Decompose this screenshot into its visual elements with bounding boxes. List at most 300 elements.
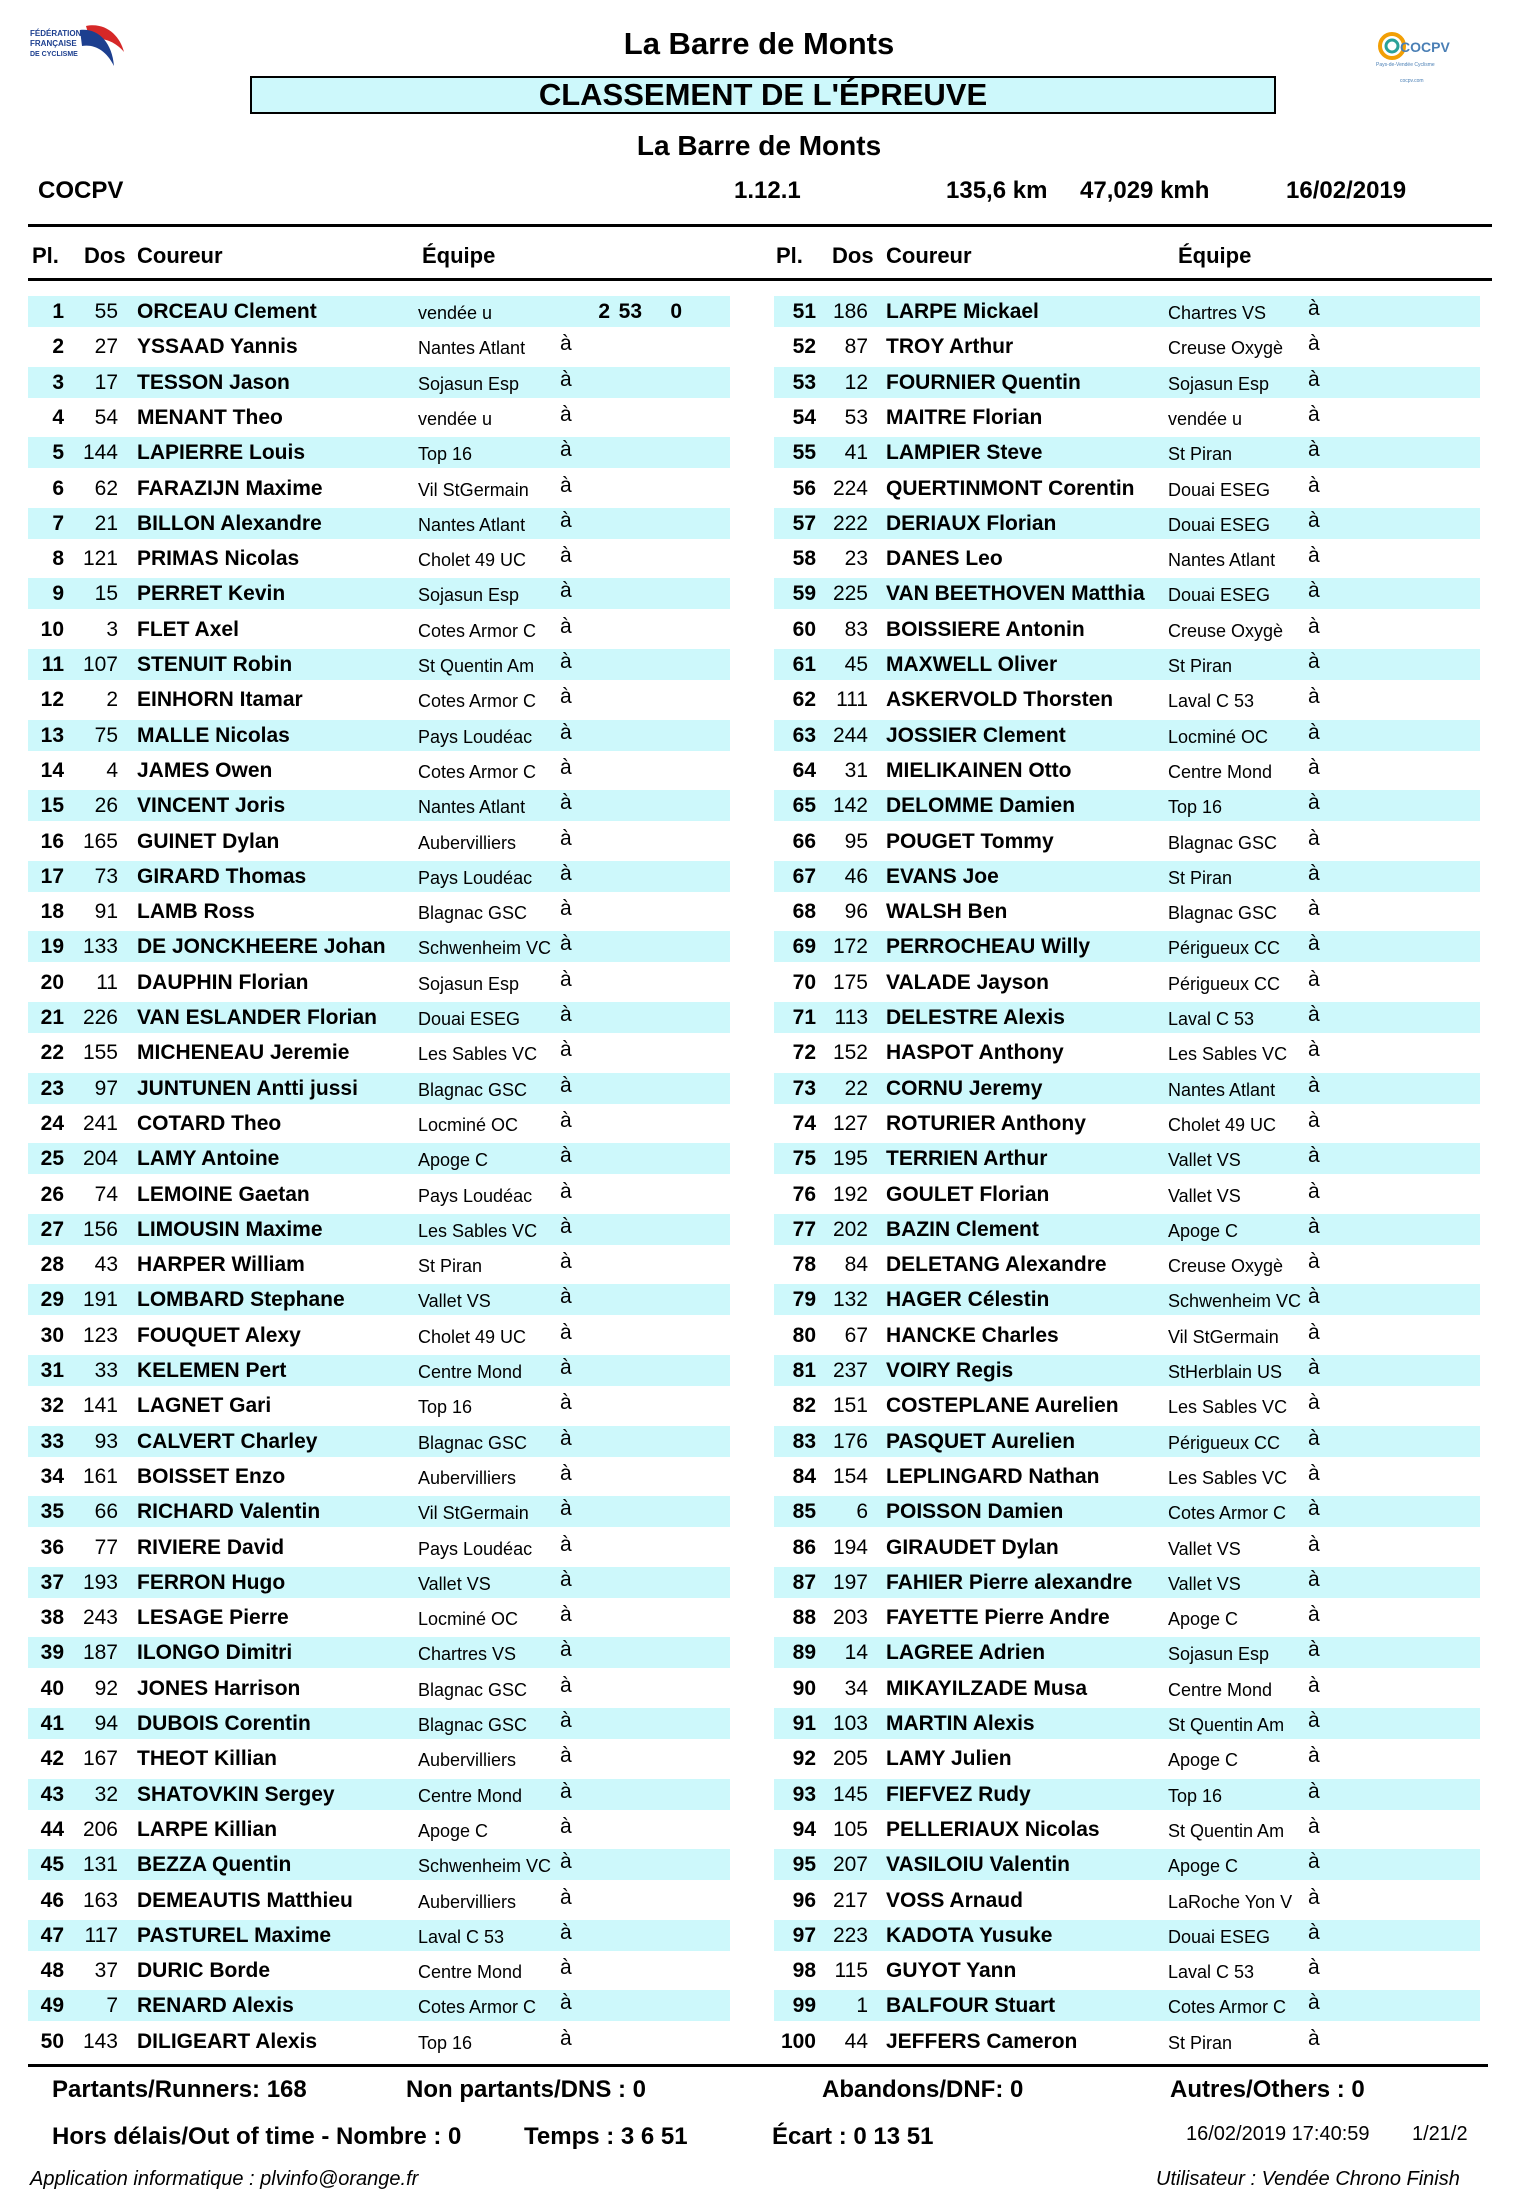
rider-bib: 176	[832, 1429, 868, 1453]
table-row	[28, 1496, 730, 1527]
rider-bib: 84	[844, 1253, 868, 1277]
table-row	[774, 1214, 1480, 1245]
race-date: 16/02/2019	[1286, 177, 1407, 204]
cocpv-logo-text: COCPV	[1400, 39, 1450, 55]
classement-title: CLASSEMENT DE L'ÉPREUVE	[250, 76, 1276, 114]
same-time-mark: à	[560, 1073, 572, 1097]
table-row	[774, 790, 1480, 821]
rider-name: LAGNET Gari	[137, 1394, 272, 1418]
rider-team: vendée u	[418, 303, 493, 323]
rider-place: 12	[40, 688, 64, 712]
table-row	[28, 543, 730, 574]
rider-bib: 31	[844, 758, 868, 782]
rider-bib: 75	[94, 723, 118, 747]
rider-bib: 94	[94, 1712, 118, 1735]
rider-team: Vallet VS	[418, 1573, 491, 1594]
rider-team: Vil StGermain	[418, 1503, 529, 1524]
table-row	[774, 1179, 1480, 1210]
rider-place: 83	[792, 1429, 816, 1453]
table-row	[28, 1532, 730, 1563]
rider-bib: 32	[94, 1782, 118, 1806]
rider-name: BOISSIERE Antonin	[886, 617, 1085, 641]
rider-team: Nantes Atlant	[418, 797, 526, 818]
rider-name: LEMOINE Gaetan	[137, 1182, 310, 1206]
rider-team: Cotes Armor C	[418, 691, 537, 712]
rider-bib: 222	[832, 511, 868, 535]
rider-bib: 123	[82, 1323, 118, 1347]
same-time-mark: à	[560, 438, 572, 462]
table-row	[774, 1002, 1480, 1033]
table-row	[28, 1002, 730, 1033]
rider-name: RICHARD Valentin	[137, 1500, 321, 1524]
same-time-mark: à	[560, 685, 572, 709]
rider-name: PELLERIAUX Nicolas	[886, 1817, 1100, 1841]
rider-team: Cotes Armor C	[1168, 1503, 1287, 1524]
col-equipe-left: Équipe	[422, 243, 496, 268]
rider-name: LAGREE Adrien	[886, 1641, 1046, 1665]
rider-place: 59	[792, 582, 816, 606]
rider-bib: 202	[832, 1217, 868, 1241]
same-time-mark: à	[560, 402, 572, 426]
rider-place: 48	[40, 1959, 64, 1983]
rider-team: Sojasun Esp	[1168, 1644, 1270, 1665]
col-dos-right: Dos	[832, 243, 874, 268]
rider-place: 4	[52, 405, 64, 429]
rider-place: 75	[792, 1147, 816, 1171]
same-time-mark: à	[1308, 473, 1320, 497]
rider-team: Douai ESEG	[1168, 1926, 1271, 1947]
rider-name: FOURNIER Quentin	[886, 370, 1081, 394]
dnf-count: Abandons/DNF: 0	[822, 2076, 1024, 2103]
rider-name: PRIMAS Nicolas	[137, 547, 300, 571]
rider-name: RIVIERE David	[137, 1535, 285, 1559]
col-equipe-right: Équipe	[1178, 243, 1252, 268]
user-credit: Utilisateur : Vendée Chrono Finish	[1156, 2168, 1460, 2190]
rider-team: St Quentin Am	[1168, 1715, 1285, 1735]
rider-team: Les Sables VC	[1168, 1397, 1288, 1418]
rider-bib: 6	[856, 1500, 868, 1524]
same-time-mark: à	[560, 1850, 572, 1874]
rider-bib: 67	[844, 1323, 868, 1347]
same-time-mark: à	[1308, 1144, 1320, 1168]
rider-bib: 45	[844, 653, 868, 676]
table-row	[774, 1496, 1480, 1527]
rider-bib: 92	[94, 1676, 118, 1700]
same-time-mark: à	[560, 1603, 572, 1627]
table-row	[28, 1849, 730, 1880]
rider-place: 9	[52, 582, 64, 606]
table-row	[774, 2026, 1480, 2057]
same-time-mark: à	[560, 1144, 572, 1168]
rider-team: Apoge C	[1168, 1750, 1239, 1771]
rider-bib: 74	[94, 1182, 118, 1206]
rider-bib: 141	[82, 1394, 118, 1418]
table-row	[774, 720, 1480, 751]
rider-team: Douai ESEG	[1168, 585, 1271, 606]
rider-bib: 15	[94, 582, 118, 606]
rider-place: 5	[52, 441, 64, 465]
rider-team: Cotes Armor C	[1168, 1997, 1287, 2018]
rider-team: Apoge C	[1168, 1220, 1239, 1241]
rider-place: 64	[792, 758, 816, 782]
rider-place: 46	[40, 1888, 64, 1912]
same-time-mark: à	[560, 1426, 572, 1450]
rider-place: 25	[40, 1147, 64, 1171]
rider-place: 3	[52, 370, 64, 394]
same-time-mark: à	[1308, 1426, 1320, 1450]
rider-place: 72	[792, 1041, 816, 1065]
rider-place: 87	[792, 1570, 816, 1594]
rider-team: Blagnac GSC	[418, 1432, 528, 1453]
rider-bib: 226	[82, 1006, 118, 1029]
rider-name: BEZZA Quentin	[137, 1853, 292, 1877]
same-time-mark: à	[1308, 438, 1320, 462]
rider-place: 7	[52, 511, 64, 535]
rider-bib: 14	[844, 1641, 868, 1665]
table-row	[774, 1426, 1480, 1457]
table-row	[28, 755, 730, 786]
rider-bib: 33	[94, 1359, 118, 1382]
rider-name: THEOT Killian	[137, 1747, 278, 1771]
ffc-logo-text-3: DE CYCLISME	[30, 51, 78, 58]
rider-name: PERRET Kevin	[137, 582, 286, 606]
same-time-mark: à	[1308, 614, 1320, 638]
rider-bib: 121	[82, 547, 118, 571]
rider-name: JEFFERS Cameron	[886, 2029, 1078, 2053]
table-row	[28, 967, 730, 998]
rider-team: Cotes Armor C	[418, 761, 537, 782]
rider-place: 13	[40, 723, 64, 747]
rider-place: 17	[40, 864, 64, 888]
same-time-mark: à	[1308, 579, 1320, 603]
table-row	[28, 826, 730, 857]
table-row	[28, 402, 730, 433]
same-time-mark: à	[1308, 1991, 1320, 2015]
rider-bib: 161	[82, 1464, 118, 1488]
rider-place: 86	[792, 1535, 816, 1559]
rider-bib: 66	[94, 1500, 118, 1524]
same-time-mark: à	[560, 1920, 572, 1944]
rider-place: 63	[792, 723, 816, 747]
table-row	[28, 1602, 730, 1633]
rider-name: ILONGO Dimitri	[137, 1641, 293, 1665]
table-row	[28, 296, 730, 327]
rider-bib: 224	[832, 476, 868, 500]
rider-bib: 95	[844, 829, 868, 853]
table-row	[28, 1073, 730, 1104]
rider-place: 45	[40, 1853, 64, 1877]
rider-name: EINHORN Itamar	[137, 688, 303, 712]
rider-team: Nantes Atlant	[1168, 1079, 1276, 1100]
rider-team: Aubervilliers	[418, 1750, 517, 1771]
rider-name: LARPE Killian	[137, 1817, 278, 1841]
table-row	[774, 1779, 1480, 1810]
table-row	[774, 508, 1480, 539]
table-row	[28, 1108, 730, 1139]
table-row	[28, 861, 730, 892]
rider-bib: 55	[94, 300, 118, 323]
same-time-mark: à	[560, 1567, 572, 1591]
rider-name: DILIGEART Alexis	[137, 2029, 318, 2053]
rider-team: Nantes Atlant	[418, 514, 526, 535]
rider-bib: 97	[94, 1076, 118, 1100]
rider-team: Pays Loudéac	[418, 1185, 533, 1206]
cocpv-logo-url: cocpv.com	[1400, 78, 1424, 84]
same-time-mark: à	[560, 932, 572, 956]
table-row	[774, 931, 1480, 962]
rider-bib: 23	[844, 547, 868, 571]
rider-name: DELETANG Alexandre	[886, 1253, 1107, 1277]
rider-team: Blagnac GSC	[418, 1679, 528, 1700]
rider-name: DANES Leo	[886, 547, 1003, 571]
table-row	[28, 790, 730, 821]
table-row	[28, 931, 730, 962]
winner-time: Temps : 3 6 51	[524, 2123, 688, 2150]
rider-bib: 96	[844, 900, 868, 924]
rider-bib: 165	[82, 829, 118, 853]
organizer: COCPV	[38, 177, 124, 204]
rider-place: 52	[792, 335, 816, 359]
rider-bib: 155	[82, 1041, 118, 1065]
dns-count: Non partants/DNS : 0	[406, 2076, 647, 2103]
table-row	[28, 1179, 730, 1210]
rider-name: LAPIERRE Louis	[137, 441, 306, 465]
rider-name: MIKAYILZADE Musa	[886, 1676, 1088, 1700]
rider-team: Locminé OC	[1168, 726, 1269, 747]
rider-place: 6	[52, 476, 64, 500]
table-row	[28, 437, 730, 468]
rider-bib: 117	[84, 1923, 118, 1947]
table-row	[28, 1567, 730, 1598]
rider-team: Creuse Oxygè	[1168, 620, 1284, 641]
table-row	[774, 1567, 1480, 1598]
rider-bib: 83	[844, 617, 868, 641]
rider-place: 8	[52, 547, 64, 571]
rider-place: 51	[792, 300, 816, 323]
rider-name: DELESTRE Alexis	[886, 1006, 1065, 1029]
rider-name: VOSS Arnaud	[886, 1888, 1023, 1912]
rider-team: St Piran	[1168, 656, 1233, 676]
rider-bib: 107	[82, 653, 118, 676]
average-speed: 47,029 kmh	[1080, 177, 1210, 204]
table-row	[28, 1814, 730, 1845]
rider-name: KELEMEN Pert	[137, 1359, 287, 1382]
same-time-mark: à	[1308, 755, 1320, 779]
rider-name: DERIAUX Florian	[886, 511, 1057, 535]
rider-team: Blagnac GSC	[1168, 903, 1278, 924]
rider-name: EVANS Joe	[886, 864, 999, 888]
rider-place: 70	[792, 970, 816, 994]
rider-team: St Piran	[418, 1256, 483, 1277]
rider-name: LAMB Ross	[137, 900, 255, 924]
rider-team: Douai ESEG	[1168, 514, 1271, 535]
table-row	[28, 1955, 730, 1986]
rider-bib: 132	[832, 1288, 868, 1312]
rider-bib: 43	[94, 1253, 118, 1277]
rider-place: 71	[792, 1006, 816, 1029]
rider-name: DELOMME Damien	[886, 794, 1076, 818]
same-time-mark: à	[560, 1391, 572, 1415]
same-time-mark: à	[560, 1991, 572, 2015]
rider-team: Apoge C	[1168, 1856, 1239, 1877]
same-time-mark: à	[1308, 685, 1320, 709]
table-row	[28, 578, 730, 609]
table-bottom-divider	[28, 2064, 1488, 2067]
same-time-mark: à	[1308, 1214, 1320, 1238]
same-time-mark: à	[560, 1250, 572, 1274]
others-count: Autres/Others : 0	[1170, 2076, 1365, 2103]
rider-place: 62	[792, 688, 816, 712]
rider-team: Centre Mond	[418, 1785, 523, 1806]
table-row	[774, 1355, 1480, 1386]
rider-bib: 4	[106, 758, 118, 782]
table-row	[28, 1885, 730, 1916]
table-row	[774, 1461, 1480, 1492]
rider-name: SHATOVKIN Sergey	[137, 1782, 335, 1806]
table-row	[774, 543, 1480, 574]
rider-name: HASPOT Anthony	[886, 1041, 1064, 1065]
rider-team: vendée u	[418, 408, 493, 429]
same-time-mark: à	[560, 826, 572, 850]
rider-bib: 127	[832, 1111, 868, 1135]
rider-team: St Quentin Am	[418, 656, 535, 676]
rider-place: 74	[792, 1111, 816, 1135]
same-time-mark: à	[1308, 367, 1320, 391]
rider-team: Blagnac GSC	[1168, 832, 1278, 853]
rider-bib: 204	[82, 1147, 118, 1171]
table-row	[774, 331, 1480, 362]
time-gap: Écart : 0 13 51	[772, 2123, 934, 2150]
same-time-mark: à	[560, 614, 572, 638]
table-row	[774, 861, 1480, 892]
rider-bib: 44	[844, 2029, 868, 2053]
rider-bib: 187	[82, 1641, 118, 1665]
rider-team: Pays Loudéac	[418, 867, 533, 888]
same-time-mark: à	[560, 1356, 572, 1379]
same-time-mark: à	[560, 2026, 572, 2050]
rider-bib: 192	[832, 1182, 868, 1206]
rider-place: 73	[792, 1076, 816, 1100]
table-row	[774, 437, 1480, 468]
table-row	[774, 1955, 1480, 1986]
rider-place: 34	[40, 1464, 64, 1488]
rider-name: VOIRY Regis	[886, 1359, 1014, 1382]
rider-place: 99	[792, 1994, 816, 2018]
rider-place: 10	[40, 617, 64, 641]
rider-team: Blagnac GSC	[418, 1079, 528, 1100]
same-time-mark: à	[560, 1956, 572, 1980]
rider-bib: 237	[832, 1359, 868, 1382]
rider-name: FAHIER Pierre alexandre	[886, 1570, 1133, 1594]
rider-name: MAXWELL Oliver	[886, 653, 1058, 676]
rider-bib: 113	[834, 1006, 868, 1029]
rider-name: KADOTA Yusuke	[886, 1923, 1053, 1947]
rider-name: COTARD Theo	[137, 1111, 282, 1135]
rider-place: 26	[40, 1182, 64, 1206]
rider-bib: 142	[832, 794, 868, 818]
same-time-mark: à	[560, 1108, 572, 1132]
rider-place: 30	[40, 1323, 64, 1347]
rider-name: LOMBARD Stephane	[137, 1288, 345, 1312]
rider-name: LAMY Antoine	[137, 1147, 280, 1171]
rider-name: QUERTINMONT Corentin	[886, 476, 1135, 500]
same-time-mark: à	[1308, 1108, 1320, 1132]
rider-place: 54	[792, 405, 816, 429]
rider-team: Nantes Atlant	[418, 338, 526, 359]
rider-team: Chartres VS	[418, 1644, 517, 1665]
same-time-mark: à	[560, 473, 572, 497]
rider-name: CORNU Jeremy	[886, 1076, 1043, 1100]
table-row	[774, 684, 1480, 715]
rider-team: Creuse Oxygè	[1168, 338, 1284, 359]
rider-place: 76	[792, 1182, 816, 1206]
rider-place: 53	[792, 370, 816, 394]
table-row	[28, 896, 730, 927]
rider-place: 23	[40, 1076, 64, 1100]
rider-place: 14	[40, 758, 64, 782]
rider-bib: 73	[94, 864, 118, 888]
rider-team: Douai ESEG	[1168, 479, 1271, 500]
rider-name: YSSAAD Yannis	[137, 335, 298, 359]
table-row	[774, 473, 1480, 504]
rider-team: Vallet VS	[418, 1291, 491, 1312]
same-time-mark: à	[560, 544, 572, 568]
table-row	[774, 1108, 1480, 1139]
table-row	[28, 331, 730, 362]
same-time-mark: à	[1308, 967, 1320, 991]
rider-bib: 175	[832, 970, 868, 994]
rider-bib: 241	[82, 1111, 118, 1135]
same-time-mark: à	[1308, 1744, 1320, 1768]
table-row	[28, 1426, 730, 1457]
rider-name: ORCEAU Clement	[137, 300, 317, 323]
rider-team: Vallet VS	[1168, 1150, 1241, 1171]
rider-name: BOISSET Enzo	[137, 1464, 286, 1488]
rider-bib: 223	[832, 1923, 868, 1947]
same-time-mark: à	[1308, 932, 1320, 956]
rider-name: LAMY Julien	[886, 1747, 1012, 1771]
table-row	[774, 649, 1480, 680]
table-row	[28, 2026, 730, 2057]
rider-name: COSTEPLANE Aurelien	[886, 1394, 1119, 1418]
same-time-mark: à	[1308, 297, 1320, 320]
col-coureur-right: Coureur	[886, 243, 972, 268]
rider-bib: 143	[82, 2029, 118, 2053]
rider-name: PASTUREL Maxime	[137, 1923, 332, 1947]
same-time-mark: à	[1308, 1920, 1320, 1944]
table-row	[774, 402, 1480, 433]
table-row	[774, 1743, 1480, 1774]
rider-name: GIRARD Thomas	[137, 864, 307, 888]
rider-team: Schwenheim VC	[1168, 1291, 1302, 1312]
table-row	[774, 826, 1480, 857]
same-time-mark: à	[1308, 1850, 1320, 1874]
rider-team: Centre Mond	[418, 1362, 523, 1382]
same-time-mark: à	[1308, 1179, 1320, 1203]
rider-place: 19	[40, 935, 64, 959]
table-row	[28, 473, 730, 504]
app-credit: Application informatique : plvinfo@orange.fr	[30, 2168, 419, 2190]
rider-team: Laval C 53	[418, 1926, 505, 1947]
same-time-mark: à	[560, 1885, 572, 1909]
same-time-mark: à	[560, 861, 572, 885]
rider-name: PASQUET Aurelien	[886, 1429, 1076, 1453]
rider-name: MICHENEAU Jeremie	[137, 1041, 350, 1065]
rider-bib: 115	[834, 1959, 868, 1983]
rider-team: Creuse Oxygè	[1168, 1256, 1284, 1277]
same-time-mark: à	[1308, 544, 1320, 568]
table-row	[774, 1320, 1480, 1351]
